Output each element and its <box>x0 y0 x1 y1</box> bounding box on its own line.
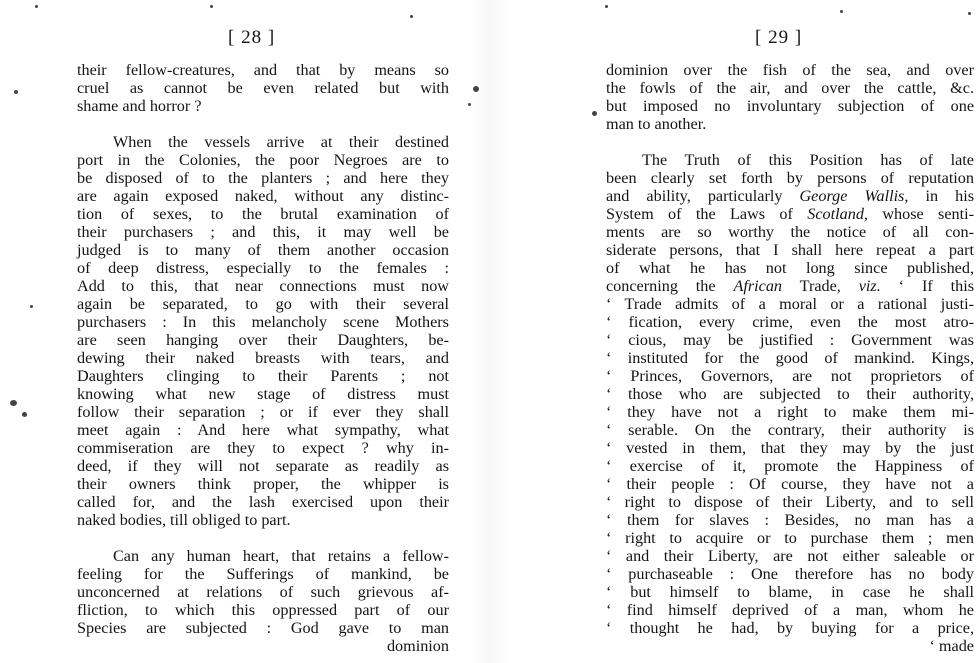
italic-place: Scotland, <box>807 205 868 223</box>
text-run: Trade, <box>782 277 859 295</box>
paragraph-gap <box>77 529 449 547</box>
text-line: but imposed no involuntary subjection of one <box>606 97 974 115</box>
text-line: tion of sexes, to the brutal examination of <box>77 205 449 223</box>
text-line: their owners think proper, the whipper is <box>77 475 449 493</box>
text-line: be disposed of to the planters ; and here they <box>77 169 449 187</box>
catchword: ‘ made <box>929 637 974 655</box>
text-line: deed, if they will not separate as readily as <box>77 457 449 475</box>
text-line: knowing what new stage of distress must <box>77 385 449 403</box>
italic-name: George Wallis, <box>799 187 909 205</box>
text-line: unconcerned at relations of such grievous af- <box>77 583 449 601</box>
text-line: commiseration are they to expect ? why in- <box>77 439 449 457</box>
text-line: purchasers : In this melancholy scene Mothers <box>77 313 449 331</box>
text-run: System of the Laws of <box>606 205 808 223</box>
italic-african: African <box>733 277 783 295</box>
scan-speck <box>14 90 18 94</box>
text-line: man to another. <box>606 115 707 133</box>
text-run: ‘ If this <box>880 277 975 295</box>
quoted-line: ‘ instituted for the good of mankind. Kings, <box>606 349 974 367</box>
paragraph-gap <box>606 133 974 151</box>
text-line: called for, and the lash exercised upon their <box>77 493 449 511</box>
scan-speck <box>10 400 17 406</box>
text-line: ments are so worthy the notice of all con- <box>606 223 974 241</box>
left-page-number: [ 28 ] <box>228 27 276 48</box>
scan-speck <box>592 111 597 116</box>
text-line: feeling for the Sufferings of mankind, be <box>77 565 449 583</box>
text-line: Add to this, that near connections must now <box>77 277 449 295</box>
quoted-line: ‘ fication, every crime, even the most atro- <box>606 313 974 331</box>
quoted-line: ‘ their people : Of course, they have not a <box>606 475 974 493</box>
quoted-line: ‘ right to dispose of their Liberty, and to sell <box>606 493 974 511</box>
text-line: dewing their naked breasts with tears, and <box>77 349 449 367</box>
quoted-passage <box>606 295 974 637</box>
text-line: dominion over the fish of the sea, and over <box>606 61 974 79</box>
text-line: their fellow-creatures, and that by means so <box>77 61 449 79</box>
text-line: Can any human heart, that retains a fellow- <box>113 547 449 565</box>
text-run: whose senti- <box>867 205 975 223</box>
text-line: their purchasers ; and this, it may well be <box>77 223 449 241</box>
quoted-line: ‘ find himself deprived of a man, whom he <box>606 601 974 619</box>
scan-speck <box>410 15 413 18</box>
quoted-line: ‘ Trade admits of a moral or a rational justi- <box>606 295 974 313</box>
scan-speck <box>840 10 843 13</box>
text-run: in his <box>908 187 974 205</box>
text-line: the fowls of the air, and over the cattle, &c. <box>606 79 974 97</box>
quoted-line: ‘ right to acquire or to purchase them ; men <box>606 529 974 547</box>
scan-speck <box>468 103 471 106</box>
text-line: Species are subjected : God gave to man <box>77 619 449 637</box>
quoted-line: ‘ Princes, Governors, are not proprietors of <box>606 367 974 385</box>
text-line: Daughters clinging to their Parents ; not <box>77 367 449 385</box>
italic-viz: viz. <box>858 277 881 295</box>
text-line: meet again : And here what sympathy, what <box>77 421 449 439</box>
quoted-line: ‘ cious, may be justified : Government was <box>606 331 974 349</box>
quoted-line: ‘ but himself to blame, in case he shall <box>606 583 974 601</box>
scan-speck <box>35 5 38 8</box>
text-line: naked bodies, till obliged to part. <box>77 511 291 529</box>
quoted-line: ‘ and their Liberty, are not either saleable or <box>606 547 974 565</box>
scan-speck <box>968 12 971 15</box>
text-line: port in the Colonies, the poor Negroes are to <box>77 151 449 169</box>
text-line: of deep distress, especially to the females : <box>77 259 449 277</box>
text-line <box>606 205 974 223</box>
right-text-column <box>606 61 974 655</box>
quoted-line: ‘ thought he had, by buying for a price, <box>606 619 974 637</box>
quoted-line: ‘ those who are subjected to their authority, <box>606 385 974 403</box>
text-line: siderate persons, that I shall here repeat a part <box>606 241 974 259</box>
text-line: are again exposed naked, without any distinc- <box>77 187 449 205</box>
paragraph-gap <box>77 115 449 133</box>
text-line: been clearly set forth by persons of reputation <box>606 169 974 187</box>
text-run: concerning the <box>606 277 734 295</box>
quoted-line: ‘ vested in them, that they may by the just <box>606 439 974 457</box>
text-line: cruel as cannot be even related but with <box>77 79 449 97</box>
scan-speck <box>210 5 213 8</box>
scan-speck <box>473 86 479 92</box>
text-line <box>606 277 974 295</box>
catchword: dominion <box>386 637 449 655</box>
quoted-line: ‘ serable. On the contrary, their authority is <box>606 421 974 439</box>
text-line: of what he has not long since published, <box>606 259 974 277</box>
text-line <box>606 187 974 205</box>
quoted-line: ‘ exercise of it, promote the Happiness of <box>606 457 974 475</box>
text-run: and ability, particularly <box>606 187 800 205</box>
text-line: When the vessels arrive at their destined <box>113 133 449 151</box>
text-line: follow their separation ; or if ever they shall <box>77 403 449 421</box>
quoted-line: ‘ they have not a right to make them mi- <box>606 403 974 421</box>
quoted-line: ‘ them for slaves : Besides, no man has a <box>606 511 974 529</box>
scan-speck <box>22 412 27 417</box>
text-line: judged is to many of them another occasion <box>77 241 449 259</box>
right-page <box>490 0 980 663</box>
text-line: again be separated, to go with their several <box>77 295 449 313</box>
scan-speck <box>605 5 608 8</box>
text-line: fliction, to which this oppressed part of our <box>77 601 449 619</box>
text-line: The Truth of this Position has of late <box>642 151 974 169</box>
left-text-column <box>77 61 449 655</box>
quoted-line: ‘ purchaseable : One therefore has no body <box>606 565 974 583</box>
text-line: are seen hanging over their Daughters, be- <box>77 331 449 349</box>
right-page-number: [ 29 ] <box>755 27 803 48</box>
scan-speck <box>30 305 33 308</box>
text-line: shame and horror ? <box>77 97 202 115</box>
